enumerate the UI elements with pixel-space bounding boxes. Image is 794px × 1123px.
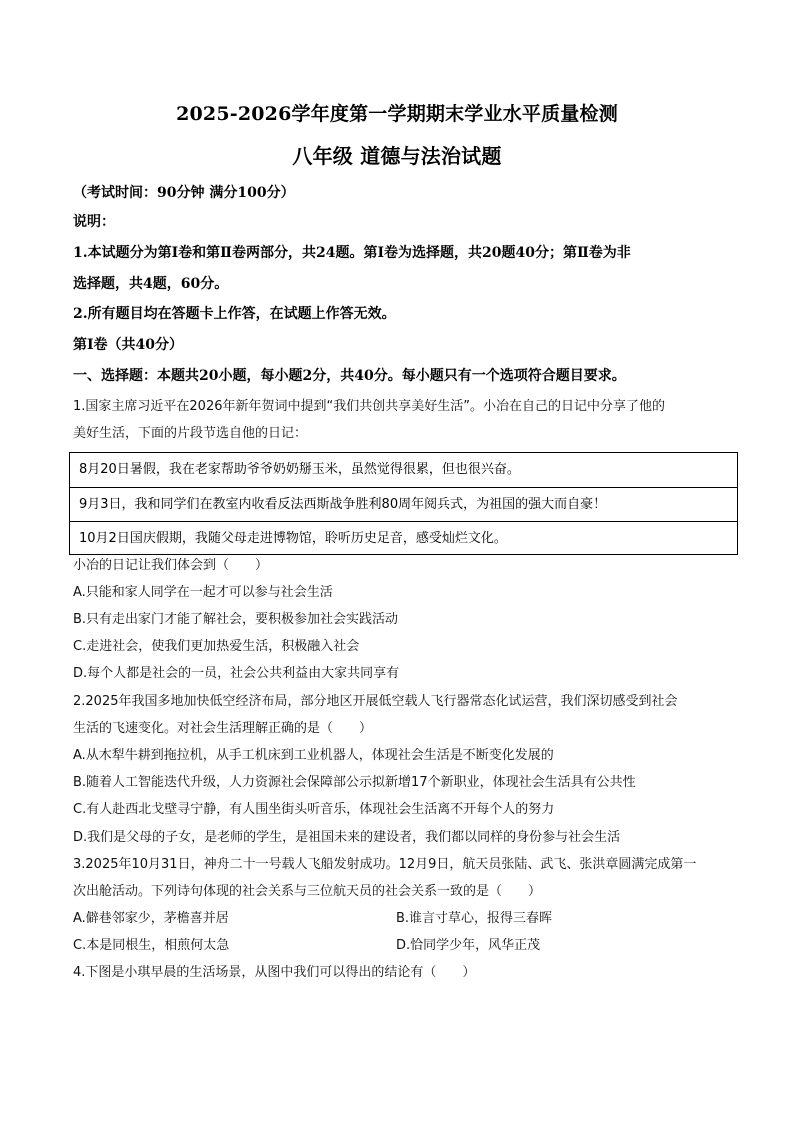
- question-1-option-a: A.只能和家人同学在一起才可以参与社会生活: [73, 585, 333, 600]
- question-2-stem-line-2: 生活的飞速变化。对社会生活理解正确的是（ ）: [73, 721, 373, 736]
- exam-subtitle: 八年级 道德与法治试题: [292, 144, 502, 168]
- question-1-stem-line-1: 1.国家主席习近平在2026年新年贺词中提到“我们共创共享美好生活”。小冶在自己的日记中分享了他的: [73, 399, 665, 414]
- question-2-option-d: D.我们是父母的子女，是老师的学生，是祖国未来的建设者，我们都以同样的身份参与社会生活: [73, 830, 621, 845]
- instruction-item-1-line-2: 选择题，共4题，60分。: [73, 276, 229, 292]
- question-1-stem-line-2: 美好生活，下面的片段节选自他的日记：: [73, 426, 308, 441]
- question-3-stem-line-2: 次出舱活动。下列诗句体现的社会关系与三位航天员的社会关系一致的是（ ）: [73, 884, 542, 899]
- exam-title: 2025-2026学年度第一学期期末学业水平质量检测: [176, 103, 618, 125]
- question-3-option-d: D.恰同学少年，风华正茂: [396, 938, 541, 953]
- question-3-stem-line-1: 3.2025年10月31日，神舟二十一号载人飞船发射成功。12月9日，航天员张陆、武飞、张洪章圆满完成第一: [73, 857, 697, 872]
- question-4-stem-line-1: 4.下图是小琪早晨的生活场景，从图中我们可以得出的结论有（ ）: [73, 965, 476, 980]
- question-1-option-d: D.每个人都是社会的一员，社会公共利益由大家共同享有: [73, 666, 400, 681]
- question-2-stem-line-1: 2.2025年我国多地加快低空经济布局，部分地区开展低空载人飞行器常态化试运营，我们深切感受到社会: [73, 694, 678, 709]
- question-1-prompt: 小冶的日记让我们体会到（ ）: [73, 558, 269, 573]
- diary-entry: 8月20日暑假，我在老家帮助爷爷奶奶掰玉米，虽然觉得很累，但也很兴奋。: [79, 462, 520, 477]
- question-3-option-a: A.僻巷邻家少，茅檐喜并居: [73, 911, 229, 926]
- question-1-option-b: B.只有走出家门才能了解社会，要积极参加社会实践活动: [73, 612, 399, 627]
- question-2-option-a: A.从木犁牛耕到拖拉机，从手工机床到工业机器人，体现社会生活是不断变化发展的: [73, 748, 554, 763]
- question-3-option-c: C.本是同根生，相煎何太急: [73, 938, 230, 953]
- diary-entry: 10月2日国庆假期，我随父母走进博物馆，聆听历史足音，感受灿烂文化。: [70, 521, 737, 555]
- question-3-option-b: B.谁言寸草心，报得三春晖: [396, 911, 553, 926]
- exam-info: （考试时间：90分钟 满分100分）: [73, 185, 295, 201]
- question-1-option-c: C.走进社会，使我们更加热爱生活，积极融入社会: [73, 639, 360, 654]
- diary-table: [69, 452, 738, 555]
- section-heading: 一、选择题：本题共20小题，每小题2分，共40分。每小题只有一个选项符合题目要求。: [73, 368, 626, 384]
- diary-entry: 9月3日，我和同学们在教室内收看反法西斯战争胜利80周年阅兵式，为祖国的强大而自豪！: [70, 487, 737, 521]
- question-2-option-c: C.有人赴西北戈壁寻宁静，有人围坐街头听音乐，体现社会生活离不开每个人的努力: [73, 802, 555, 817]
- instructions-label: 说明：: [73, 214, 115, 230]
- instruction-item-2: 2.所有题目均在答题卡上作答，在试题上作答无效。: [73, 306, 396, 322]
- instruction-item-1-line-1: 1.本试题分为第Ⅰ卷和第Ⅱ卷两部分，共24题。第Ⅰ卷为选择题，共20题40分；第Ⅱ卷为非: [73, 245, 631, 261]
- question-2-option-b: B.随着人工智能迭代升级，人力资源社会保障部公示拟新增17个新职业，体现社会生活具有公共性: [73, 775, 636, 790]
- part-1-heading: 第Ⅰ卷（共40分）: [73, 337, 184, 353]
